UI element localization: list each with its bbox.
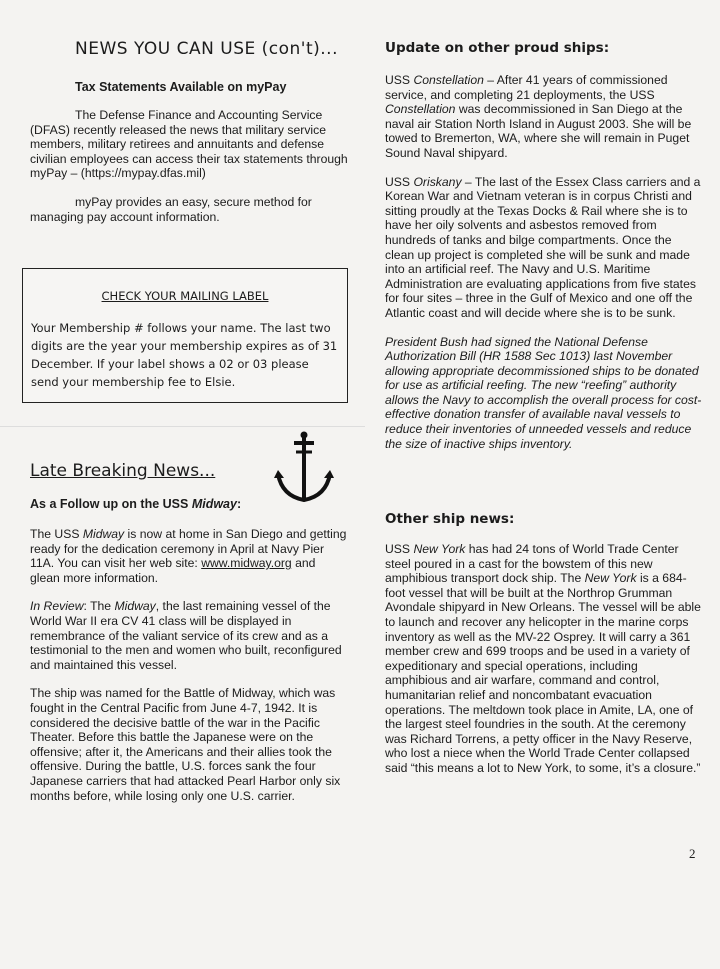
midway-article: [30, 527, 348, 817]
new-york-paragraph: USS New York has had 24 tons of World Trade Center steel poured in a cast for the bowstem of this new amphibious transport dock ship. The New York is a 684-foot vessel that will be built at the Northrop Grumman Avondale shipyard in New Orleans. The vessel will be able to launch and recover any helicopter in the marine corps inventory as well as the MV-22 Osprey. It will carry a 361 member crew and 699 troops and be used in a variety of expeditionary and special operations, including amphibious and air warfare, command and control, humanitarian relief and noncombatant evacuation operations. The meltdown took place in Amite, LA, one of the largest steel foundries in the south. At the ceremony was Richard Torrens, a petty officer in the Navy Reserve, who lost a niece when the World Trade Center collapsed said “this means a lot to New York, to some, it’s a closure.”: [385, 542, 701, 775]
tax-paragraph-2: myPay provides an easy, secure method for managing pay account information.: [30, 194, 312, 224]
midway-website-link[interactable]: www.midway.org: [201, 556, 292, 571]
other-ship-news-article: [385, 542, 703, 790]
update-ships-article: [385, 73, 703, 465]
midway-followup-heading: As a Follow up on the USS Midway:: [30, 497, 242, 511]
tax-article: [30, 108, 348, 238]
news-heading: NEWS YOU CAN USE (con't)...: [75, 39, 338, 59]
oriskany-paragraph: USS Oriskany – The last of the Essex Class carriers and a Korean War and Vietnam veteran is in corpus Christi and sitting proudly at the Texas Docks & Rail where she is to have her oily solvents and asbestos removed from hundreds of tanks and bilge compartments. Once the clean up project is completed she will be sunk and made into an artificial reef. The Navy and U.S. Maritime Administration are evaluating applications from five states for four sites – three in the Gulf of Mexico and one off the Atlantic coast and will decide where she is to be sunk.: [385, 174, 701, 320]
mailing-label-body: Your Membership # follows your name. The last two digits are the year your membership expires as of 31 December. If your label shows a 02 or 03 please send your membership fee to Elsie.: [31, 321, 338, 389]
anchor-icon: [272, 430, 336, 506]
constellation-paragraph: USS Constellation – After 41 years of commissioned service, and completing 21 deployments, the USS Constellation was decommissioned in San Diego at the naval air Station North Island in August 2003. She will be towed to Bremerton, WA, where she will remain in Puget Sound Naval shipyard.: [385, 73, 692, 160]
reefing-bill-paragraph: President Bush had signed the National Defense Authorization Bill (HR 1588 Sec 1013) last November allowing appropriate decommissioned ships to be donated for use as artificial reefing. The new “reefing” authority allows the Navy to accomplish the overall process for cost-effective donation transfer of available naval vessels to reduce their inventories of unneeded vessels and reduce the size of inactive ships inventory.: [385, 334, 702, 451]
tax-subheading: Tax Statements Available on myPay: [75, 80, 287, 94]
midway-paragraph-1: The USS Midway is now at home in San Diego and getting ready for the dedication ceremony in April at Navy Pier 11A. You can visit her web site: www.midway.org and glean more information.: [30, 527, 347, 585]
fold-line: [0, 426, 365, 427]
other-ship-news-heading: Other ship news:: [385, 511, 515, 527]
midway-paragraph-2: In Review: The Midway, the last remaining vessel of the World War II era CV 41 class will be displayed in remembrance of the valiant service of its crew and as a testimonial to the men and women who built, reconfigured and maintained this vessel.: [30, 599, 342, 672]
late-breaking-heading: Late Breaking News...: [30, 461, 216, 481]
tax-paragraph-1: The Defense Finance and Accounting Service (DFAS) recently released the news that military service members, military retirees and annuitants and defense civilian employees can access their tax statements through myPay – (https://mypay.dfas.mil): [30, 108, 348, 181]
midway-paragraph-3: The ship was named for the Battle of Midway, which was fought in the Central Pacific from June 4-7, 1942. It is considered the decisive battle of the war in the Pacific Theater. Before this battle the Japanese were on the offensive; after it, the Americans and their allies took the offensive. During the battle, U.S. forces sank the four Japanese carriers that had attacked Pearl Harbor only six months before, while losing only one U.S. carrier.: [30, 686, 341, 803]
mailing-label-title: CHECK YOUR MAILING LABEL: [101, 289, 269, 303]
page-number: 2: [689, 846, 696, 861]
update-ships-heading: Update on other proud ships:: [385, 40, 610, 56]
mailing-label-notice: [22, 268, 348, 403]
